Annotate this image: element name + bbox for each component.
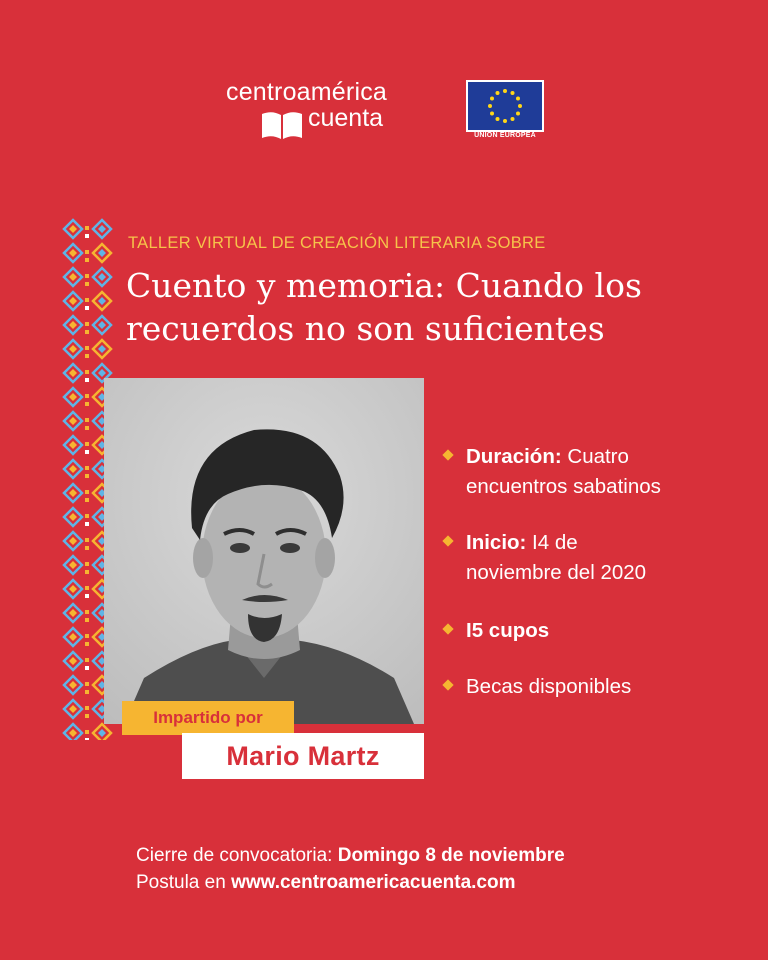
start-value-1: I4 de <box>526 531 578 554</box>
pattern-diamond-core <box>98 321 106 329</box>
eu-star-icon <box>496 117 500 121</box>
pattern-diamond-core <box>98 249 106 257</box>
pattern-stitch <box>85 346 89 350</box>
pattern-stitch <box>85 474 89 478</box>
detail-start <box>444 528 754 588</box>
eu-star-icon <box>503 89 507 93</box>
diamond-bullet-icon <box>442 449 453 460</box>
logo-text-centroamerica: centroamérica <box>226 78 387 106</box>
pattern-stitch <box>85 226 89 230</box>
pattern-diamond-core <box>69 681 77 689</box>
pattern-stitch <box>85 738 89 740</box>
pattern-diamond-core <box>69 561 77 569</box>
pattern-stitch <box>85 642 89 646</box>
pattern-stitch <box>85 298 89 302</box>
seats-label: I5 cupos <box>466 619 550 642</box>
detail-duration <box>444 442 754 502</box>
pattern-stitch <box>85 682 89 686</box>
title-line-1: Cuento y memoria: Cuando los <box>126 266 642 305</box>
pattern-diamond-core <box>69 489 77 497</box>
workshop-kicker: TALLER VIRTUAL DE CREACIÓN LITERARIA SOBRE <box>128 234 546 252</box>
eu-star-icon <box>503 119 507 123</box>
pattern-diamond-core <box>69 609 77 617</box>
pattern-stitch <box>85 322 89 326</box>
deadline-label: Cierre de convocatoria: <box>136 845 338 866</box>
duration-value-1: Cuatro <box>561 445 629 468</box>
pattern-stitch <box>85 258 89 262</box>
pattern-diamond-core <box>98 729 106 737</box>
title-line-2: recuerdos no son suficientes <box>126 309 605 348</box>
eu-flag-icon <box>466 80 544 132</box>
pattern-stitch <box>85 666 89 670</box>
pattern-stitch <box>85 618 89 622</box>
pattern-stitch <box>85 370 89 374</box>
pattern-stitch <box>85 658 89 662</box>
pattern-diamond-core <box>69 393 77 401</box>
pattern-diamond-core <box>69 537 77 545</box>
duration-value-2: encuentros sabatinos <box>466 475 661 498</box>
eu-star-icon <box>490 97 494 101</box>
eu-star-icon <box>518 104 522 108</box>
diamond-bullet-icon <box>442 535 453 546</box>
pattern-stitch <box>85 354 89 358</box>
eu-label: UNIÓN EUROPEA <box>474 132 536 139</box>
pattern-stitch <box>85 418 89 422</box>
pattern-diamond-core <box>69 225 77 233</box>
duration-label: Duración: <box>466 445 562 468</box>
diamond-bullet-icon <box>442 623 453 634</box>
pattern-diamond-core <box>69 705 77 713</box>
logo-text-cuenta: cuenta <box>308 104 384 132</box>
instructor-name: Mario Martz <box>182 733 424 779</box>
pattern-diamond-core <box>69 513 77 521</box>
pattern-stitch <box>85 634 89 638</box>
eu-star-icon <box>511 91 515 95</box>
pattern-diamond-core <box>69 585 77 593</box>
pattern-stitch <box>85 586 89 590</box>
apply-line <box>136 869 565 896</box>
workshop-title <box>126 264 746 350</box>
start-label: Inicio: <box>466 531 527 554</box>
pattern-stitch <box>85 706 89 710</box>
apply-url-link[interactable]: www.centroamericacuenta.com <box>231 872 516 893</box>
pattern-stitch <box>85 594 89 598</box>
deadline-line <box>136 842 565 869</box>
pattern-stitch <box>85 282 89 286</box>
detail-scholarships <box>444 672 754 702</box>
pattern-stitch <box>85 610 89 614</box>
pattern-stitch <box>85 466 89 470</box>
pattern-stitch <box>85 546 89 550</box>
pattern-stitch <box>85 514 89 518</box>
pattern-stitch <box>85 402 89 406</box>
pattern-stitch <box>85 714 89 718</box>
pattern-stitch <box>85 522 89 526</box>
pattern-diamond-core <box>69 441 77 449</box>
deadline-value: Domingo 8 de noviembre <box>337 845 565 866</box>
pattern-stitch <box>85 450 89 454</box>
pattern-stitch <box>85 442 89 446</box>
pattern-stitch <box>85 330 89 334</box>
centroamerica-cuenta-logo <box>226 78 406 144</box>
pattern-stitch <box>85 498 89 502</box>
pattern-diamond-core <box>69 321 77 329</box>
pattern-diamond-core <box>98 345 106 353</box>
pattern-diamond-core <box>98 369 106 377</box>
eu-star-icon <box>516 112 520 116</box>
pattern-diamond-core <box>69 657 77 665</box>
pattern-diamond-core <box>69 273 77 281</box>
pattern-stitch <box>85 490 89 494</box>
pattern-stitch <box>85 730 89 734</box>
pattern-stitch <box>85 234 89 238</box>
pattern-diamond-core <box>69 345 77 353</box>
pattern-stitch <box>85 250 89 254</box>
pattern-diamond-core <box>98 297 106 305</box>
pattern-diamond-core <box>69 465 77 473</box>
pattern-diamond-core <box>69 369 77 377</box>
pattern-stitch <box>85 394 89 398</box>
pattern-stitch <box>85 274 89 278</box>
pattern-stitch <box>85 690 89 694</box>
eu-star-icon <box>490 112 494 116</box>
pattern-stitch <box>85 378 89 382</box>
pattern-diamond-core <box>98 273 106 281</box>
union-europea-logo <box>466 80 544 142</box>
pattern-stitch <box>85 562 89 566</box>
eu-star-icon <box>511 117 515 121</box>
start-value-2: noviembre del 2020 <box>466 561 647 584</box>
pattern-diamond-core <box>69 729 77 737</box>
pattern-diamond-core <box>69 297 77 305</box>
detail-seats <box>444 616 754 646</box>
pattern-diamond-core <box>69 633 77 641</box>
pattern-stitch <box>85 306 89 310</box>
footer <box>136 842 565 896</box>
pattern-diamond-core <box>98 225 106 233</box>
pattern-stitch <box>85 570 89 574</box>
pattern-stitch <box>85 538 89 542</box>
pattern-stitch <box>85 426 89 430</box>
pattern-diamond-core <box>69 249 77 257</box>
eu-star-icon <box>488 104 492 108</box>
open-book-icon <box>260 110 304 140</box>
pattern-diamond-core <box>69 417 77 425</box>
taught-by-label: Impartido por <box>122 701 294 735</box>
apply-label: Postula en <box>136 872 232 893</box>
eu-star-icon <box>496 91 500 95</box>
scholarships-label: Becas disponibles <box>466 675 632 698</box>
instructor-photo <box>104 378 424 724</box>
diamond-bullet-icon <box>442 679 453 690</box>
eu-star-icon <box>516 97 520 101</box>
